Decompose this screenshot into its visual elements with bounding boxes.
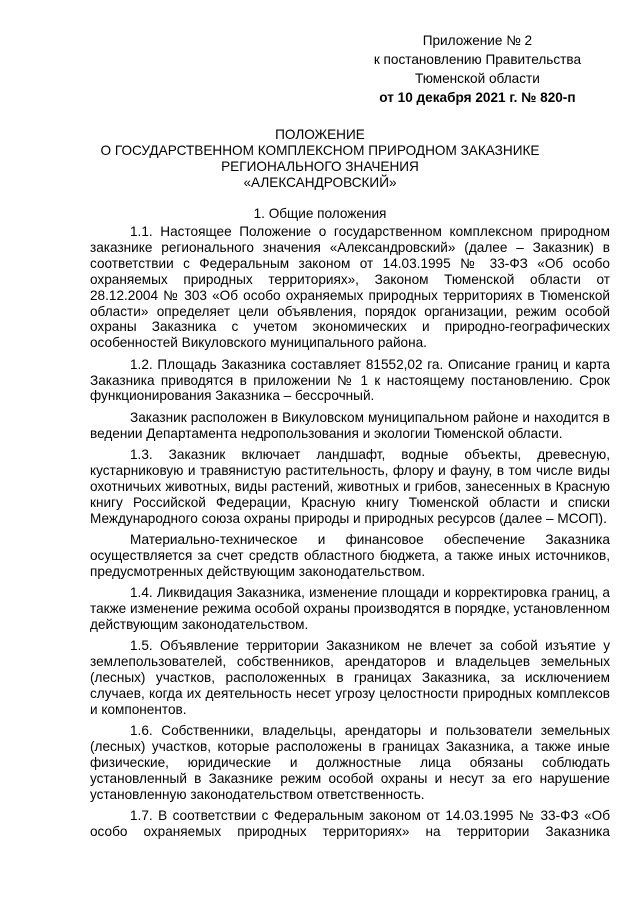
appendix-date-number: от 10 декабря 2021 г. № 820-п [379, 90, 576, 105]
section-heading: 1. Общие положения [253, 206, 387, 221]
paragraph-1-1: 1.1. Настоящее Положение о государственном комплексном природном заказнике регионального значения «Александровский» (далее – Заказник) в соответствии с Федеральным законом от 14.03.1995 № 33-ФЗ «Об особо охраняемых природных территориях», Законом Тюменской области от 28.12.2004 № 303 «Об особо охраняемых природных территориях в Тюменской области» определяет цели объявления, порядок организации, режим особой охраны Заказника с учетом экономических и природно-географических особенностей Викуловского муниципального района. [90, 224, 610, 351]
paragraph-funding: Материально-техническое и финансовое обеспечение Заказника осуществляется за счет средств областного бюджета, а также иных источников, предусмотренных действующим законодательством. [90, 531, 610, 579]
document-title [60, 127, 580, 191]
paragraph-location: Заказник расположен в Викуловском муниципальном районе и находится в ведении Департамента недропользования и экологии Тюменской области. [90, 409, 610, 441]
appendix-region: Тюменской области [414, 71, 540, 86]
appendix-number: Приложение № 2 [422, 33, 533, 48]
title-line-2: О ГОСУДАРСТВЕННОМ КОМПЛЕКСНОМ ПРИРОДНОМ ЗАКАЗНИКЕ [100, 143, 540, 158]
document-body [90, 224, 610, 845]
appendix-header [374, 31, 581, 107]
paragraph-1-4: 1.4. Ликвидация Заказника, изменение площади и корректировка границ, а также изменение режима особой охраны производятся в порядке, установленном действующим законодательством. [90, 584, 610, 632]
title-line-4: «АЛЕКСАНДРОВСКИЙ» [243, 175, 397, 190]
paragraph-1-5: 1.5. Объявление территории Заказником не влечет за собой изъятие у землепользователей, собственников, арендаторов и владельцев земельных (лесных) участков, расположенных в границах Заказника, за исключением случаев, когда их деятельность несет угрозу целостности природных комплексов и компонентов. [90, 638, 610, 717]
title-line-1: ПОЛОЖЕНИЕ [275, 127, 365, 142]
title-line-3: РЕГИОНАЛЬНОГО ЗНАЧЕНИЯ [221, 159, 419, 174]
appendix-resolution: к постановлению Правительства [373, 52, 581, 67]
paragraph-1-7: 1.7. В соответствии с Федеральным законом от 14.03.1995 № 33-ФЗ «Об особо охраняемых природных территориях» на территории Заказника [90, 807, 610, 839]
paragraph-1-2: 1.2. Площадь Заказника составляет 81552,02 га. Описание границ и карта Заказника приводятся в приложении № 1 к настоящему постановлению. Срок функционирования Заказника – бессрочный. [90, 356, 610, 404]
paragraph-1-3: 1.3. Заказник включает ландшафт, водные объекты, древесную, кустарниковую и травянистую растительность, флору и фауну, в том числе виды охотничьих животных, виды растений, животных и грибов, занесенных в Красную книгу Российской Федерации, Красную книгу Тюменской области и списки Международного союза охраны природы и природных ресурсов (далее – МСОП). [90, 446, 610, 526]
paragraph-1-6: 1.6. Собственники, владельцы, арендаторы и пользователи земельных (лесных) участков, которые расположены в границах Заказника, а также иные физические, юридические и должностные лица обязаны соблюдать установленный в Заказнике режим особой охраны и несут за его нарушение установленную законодательством ответственность. [90, 723, 610, 802]
